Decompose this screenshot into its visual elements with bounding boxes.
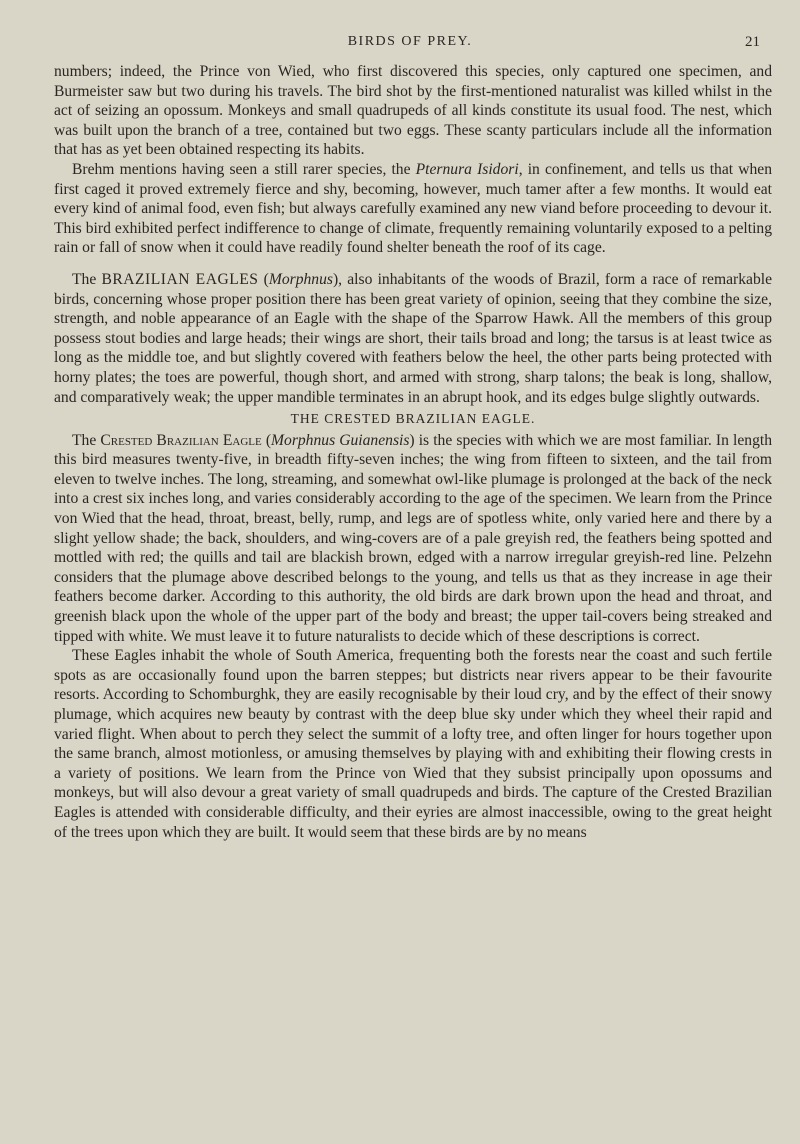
species-name: Morphnus Guianensis	[271, 431, 410, 449]
running-head: BIRDS OF PREY.	[347, 34, 473, 49]
body-text	[54, 62, 772, 842]
paragraph-habitat: These Eagles inhabit the whole of South America, frequenting both the forests near the coast and such fertile spots as are occasionally found upon the barren steppes; but districts near rivers appear to be their favourite resorts. According to Schomburghk, they are easily recognisable by their loud cry, and by the effect of their snowy plumage, which acquires new beauty by contrast with the deep blue sky under which they wheel their rapid and varied flight. When about to perch they select the summit of a lofty tree, and often linger for hours together upon the same branch, almost motionless, or amusing themselves by playing with and exhibiting their flowing crests in a variety of positions. We learn from the Prince von Wied that they subsist principally upon opossums and monkeys, but will also devour a great variety of small quadrupeds and birds. The capture of the Crested Brazilian Eagles is attended with considerable difficulty, and their eyries are almost inaccessible, owing to the great height of the trees upon which they are built. It would seem that these birds are by no means	[54, 647, 772, 841]
paragraph-crested-eagle	[54, 431, 772, 647]
page-header	[60, 34, 760, 54]
paragraph-text: (	[261, 431, 272, 449]
page-number: 21	[745, 34, 760, 50]
paragraph-text: The	[72, 431, 101, 449]
paragraph-brazilian-eagles	[54, 270, 772, 407]
paragraph-text: Brehm mentions having seen a still rarer species, the	[72, 160, 416, 178]
genus-name: Morphnus	[268, 270, 333, 288]
paragraph-pternura	[54, 160, 772, 258]
species-common-name: Crested Brazilian Eagle	[100, 431, 262, 449]
section-subheading: THE CRESTED BRAZILIAN EAGLE.	[290, 411, 536, 427]
paragraph-text: The	[72, 270, 102, 288]
paragraph-text: , in confinement, and tells us that when first caged it proved extremely fierce and shy, becoming, however, much tamer after a few months. It would eat every kind of animal food, even fish; but always carefully examined any new viand before proceeding to devour it. This bird exhibited perfect indifference to change of climate, frequently remaining voluntarily exposed to a pelting rain or fall of snow when it could have readily found shelter beneath the roof of its cage.	[54, 160, 772, 257]
paragraph-text: (	[258, 270, 269, 288]
paragraph-text: ), also inhabitants of the woods of Brazil, form a race of remarkable birds, concerning whose proper position there has been great variety of opinion, seeing that they combine the size, strength, and noble appearance of an Eagle with the shape of the Sparrow Hawk. All the members of this group possess stout bodies and large heads; their wings are short, their tails broad and long; the tarsus is at least twice as long as the middle toe, and but slightly covered with feathers below the heel, the other parts being protected with horny plates; the toes are powerful, though short, and armed with strong, sharp talons; the beak is long, shallow, and comparatively weak; the upper mandible terminates in an abrupt hook, and its edges bulge slightly outwards.	[54, 270, 772, 406]
species-name: Pternura Isidori	[415, 160, 519, 178]
paragraph-text: ) is the species with which we are most familiar. In length this bird measures twenty-five, in breadth fifty-seven inches; the wing from fifteen to sixteen, and the tail from eleven to twelve inches. The long, streaming, and somewhat owl-like plumage is prolonged at the back of the neck into a crest six inches long, and varies considerably according to the age of the specimen. We learn from the Prince von Wied that the head, throat, breast, belly, rump, and legs are of spotless white, only varied here and there by a slight yellow shade; the back, shoulders, and wing-covers are of a pale greyish red, the feathers being spotted and mottled with red; the quills and tail are blackish brown, edged with a narrow irregular greyish-red line. Pelzehn considers that the plumage above described belongs to the young, and tells us that as they increase in age their feathers become darker. According to this authority, the old birds are dark brown upon the head and throat, and greenish black upon the whole of the upper part of the body and breast; the upper tail-covers being streaked and tipped with white. We must leave it to future naturalists to decide which of these descriptions is correct.	[54, 431, 772, 645]
group-name: BRAZILIAN EAGLES	[101, 270, 259, 288]
paragraph-continued: numbers; indeed, the Prince von Wied, who first discovered this species, only captured one specimen, and Burmeister saw but two during his travels. The bird shot by the first-mentioned naturalist was killed whilst in the act of seizing an opossum. Monkeys and small quadrupeds of all kinds constitute its usual food. The nest, which was built upon the branch of a tree, contained but two eggs. These scanty particulars include all the information that has as yet been obtained respecting its habits.	[54, 63, 772, 159]
